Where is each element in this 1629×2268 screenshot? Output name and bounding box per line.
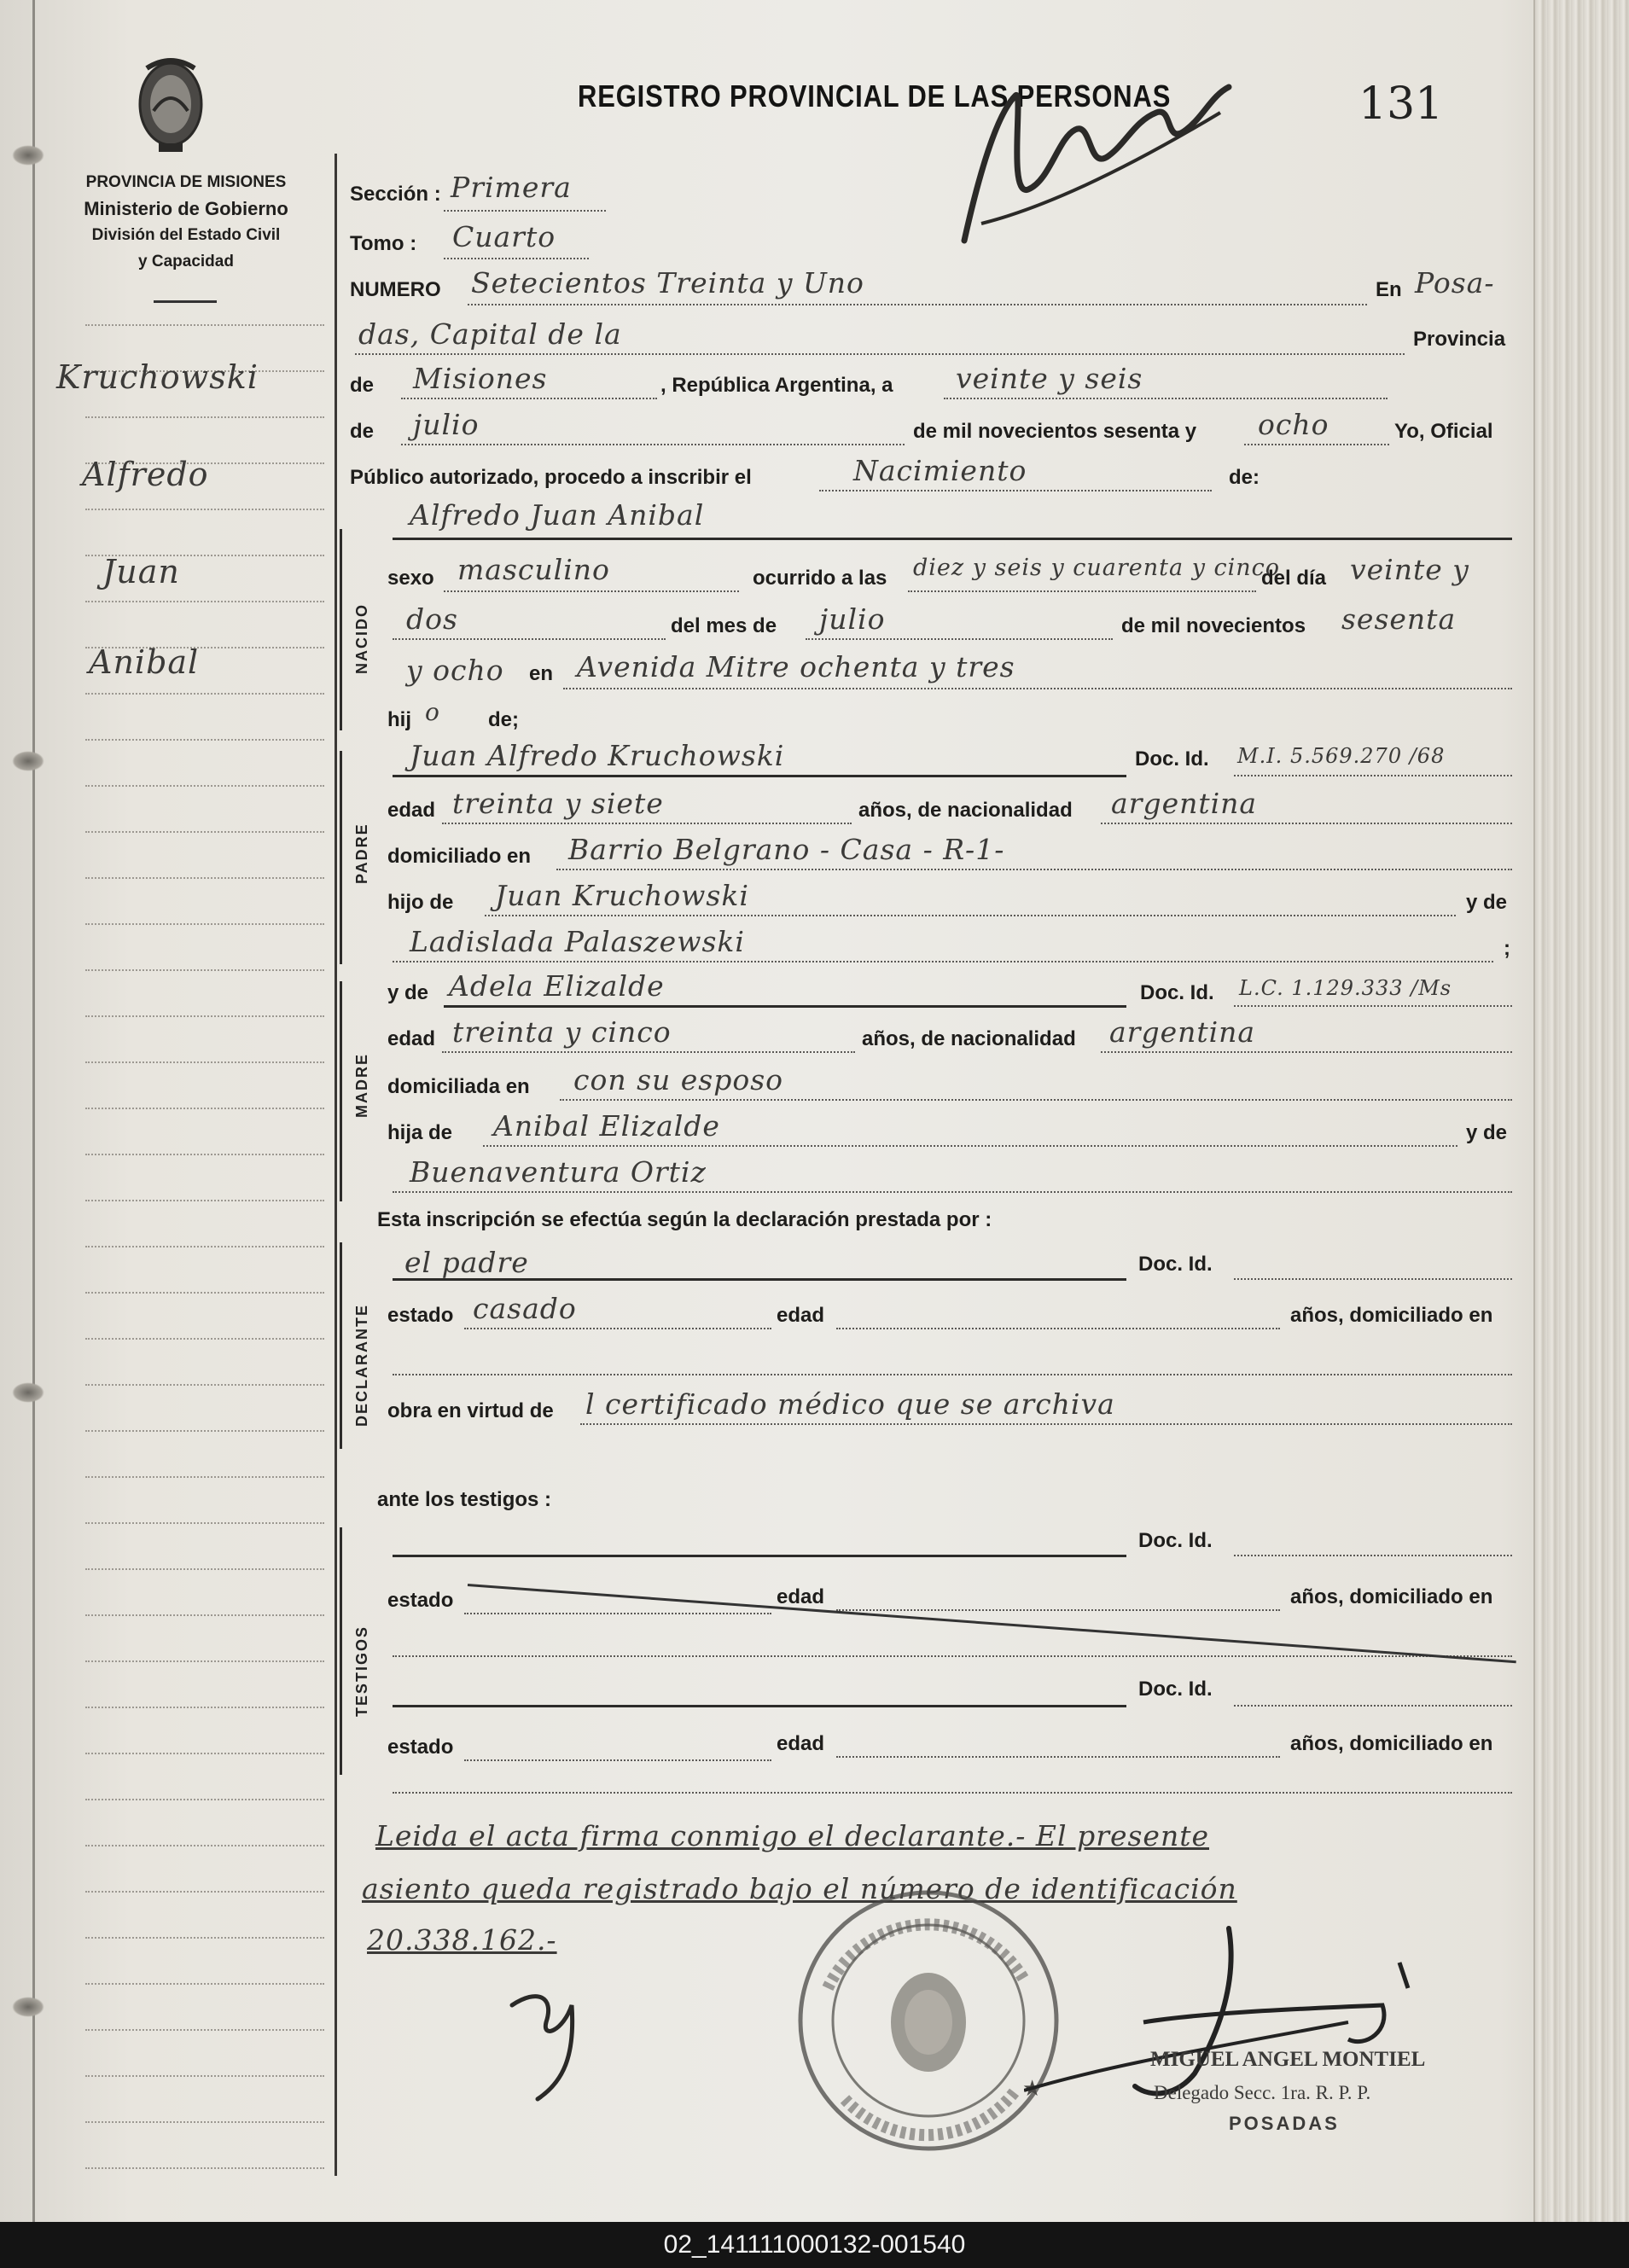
madre-yde2-label: y de — [1466, 1121, 1508, 1144]
testigo1-edad-line — [836, 1609, 1280, 1611]
margin-rule-line — [85, 1061, 324, 1063]
testigo1-estado-line — [464, 1613, 771, 1614]
cierre-linea-1: Leida el acta firma conmigo el declarante.- El presente — [375, 1819, 1210, 1852]
office-division: División del Estado Civil — [91, 226, 281, 244]
madre-padre-line — [483, 1145, 1457, 1147]
declarante-estado: casado — [473, 1292, 577, 1325]
margin-rule-line — [85, 831, 324, 833]
madre-nombre: Adela Elizalde — [449, 969, 665, 1003]
testigo1-doc-label: Doc. Id. — [1138, 1529, 1213, 1552]
padre-edad: treinta y siete — [452, 787, 664, 820]
margin-rule-line — [85, 1614, 324, 1616]
margin-rule-line — [85, 1660, 324, 1662]
nacido-nombre-line — [393, 538, 1512, 540]
margin-rule-line — [85, 2167, 324, 2169]
padre-domicilio: Barrio Belgrano - Casa - R-1- — [568, 833, 1005, 866]
registrar-signature-top — [947, 61, 1246, 283]
margin-surname: Kruchowski — [56, 358, 259, 396]
margin-name-1: Alfredo — [82, 456, 209, 493]
margin-rule-line — [85, 969, 324, 971]
padre-nacionalidad: argentina — [1111, 787, 1258, 820]
testigo1-estado-label: estado — [387, 1589, 454, 1612]
office-province: PROVINCIA DE MISIONES — [85, 173, 287, 191]
margin-rule-line — [85, 1338, 324, 1340]
margin-rule-line — [85, 1937, 324, 1939]
padre-doc-line — [1234, 775, 1512, 776]
testigo1-anios-label: años, domiciliado en — [1290, 1585, 1493, 1608]
padre-punto: ; — [1504, 937, 1510, 960]
declaracion-intro: Esta inscripción se efectúa según la declaración prestada por : — [377, 1208, 992, 1231]
testigo2-dom-line — [393, 1792, 1512, 1794]
margin-rule-line — [85, 693, 324, 695]
mes-line — [806, 638, 1113, 640]
margin-rule-line — [85, 1384, 324, 1386]
lugar-value: Avenida Mitre ochenta y tres — [577, 650, 1015, 683]
testigo1-nombre-line — [393, 1555, 1126, 1557]
margin-column — [34, 0, 335, 2222]
testigo2-anios-label: años, domiciliado en — [1290, 1732, 1493, 1755]
madre-madre-line — [393, 1191, 1512, 1193]
testigo2-edad-label: edad — [777, 1732, 825, 1755]
seccion-value: Primera — [451, 171, 572, 204]
declarante-doc-label: Doc. Id. — [1138, 1253, 1213, 1276]
margin-rule-line — [85, 1707, 324, 1708]
testigo1-doc-line — [1234, 1555, 1512, 1556]
seccion-label: Sección : — [350, 183, 441, 206]
dia-value-2: dos — [406, 602, 458, 636]
hijo-suffix: o — [425, 698, 440, 726]
padre-hijo-label: hijo de — [387, 891, 454, 914]
margin-rule-line — [85, 324, 324, 326]
file-id-bar — [0, 2222, 1629, 2268]
place-continued: das, Capital de la — [358, 317, 622, 351]
padre-nac-label: años, de nacionalidad — [858, 799, 1073, 822]
margin-rule-line — [85, 1108, 324, 1109]
mes-value: julio — [413, 408, 480, 441]
margin-rule-line — [85, 785, 324, 787]
acto-value: Nacimiento — [853, 454, 1027, 487]
sexo-line — [444, 590, 739, 592]
madre-dom-label: domiciliada en — [387, 1075, 530, 1098]
margin-rule-line — [85, 601, 324, 602]
margin-rule-line — [85, 739, 324, 741]
hijo-label: hij — [387, 708, 411, 731]
place-line — [355, 353, 1405, 355]
tomo-value: Cuarto — [452, 220, 556, 253]
padre-dom-line — [556, 869, 1512, 870]
en-label: En — [1376, 278, 1402, 301]
testigo2-doc-label: Doc. Id. — [1138, 1678, 1213, 1701]
anio-value-2: y ocho — [406, 654, 504, 687]
margin-rule-line — [85, 1891, 324, 1893]
padre-padre-de: Juan Kruchowski — [495, 879, 749, 912]
anio-label-n: de mil novecientos — [1121, 614, 1306, 637]
mes-label: del mes de — [671, 614, 777, 637]
testigo2-edad-line — [836, 1756, 1280, 1758]
margin-rule-line — [85, 2121, 324, 2123]
dia-line — [393, 638, 666, 640]
padre-edad-line — [442, 823, 852, 824]
testigos-intro: ante los testigos : — [377, 1488, 552, 1511]
margin-rule-line — [85, 1015, 324, 1017]
padre-doc-label: Doc. Id. — [1135, 747, 1209, 771]
padre-nombre-line — [393, 775, 1126, 777]
coat-of-arms-emblem — [128, 51, 213, 162]
provincia-label: Provincia — [1413, 328, 1506, 351]
padre-madre-de: Ladislada Palaszewski — [410, 925, 745, 958]
padre-yde-label: y de — [1466, 891, 1508, 914]
padre-nac-line — [1101, 823, 1512, 824]
dia-value-1: veinte y — [1350, 553, 1469, 586]
anio-line — [1244, 444, 1389, 445]
obra-label: obra en virtud de — [387, 1399, 554, 1422]
hora-line — [908, 590, 1256, 592]
dia-line — [944, 398, 1388, 399]
margin-rule-line — [85, 1983, 324, 1985]
madre-nacionalidad: argentina — [1109, 1015, 1256, 1049]
oficial-label: Yo, Oficial — [1394, 420, 1493, 443]
margin-name-3: Anibal — [89, 643, 200, 681]
declarante-doc-line — [1234, 1278, 1512, 1280]
padre-padre-line — [485, 915, 1456, 916]
de2-label: de — [350, 420, 375, 443]
madre-edad: treinta y cinco — [452, 1015, 672, 1049]
issuing-office — [38, 169, 335, 275]
acto-line — [819, 490, 1212, 491]
madre-dom-line — [560, 1099, 1512, 1101]
margin-rule-line — [85, 1200, 324, 1201]
madre-hija-label: hija de — [387, 1121, 453, 1144]
nacido-section-label: NACIDO — [353, 603, 370, 674]
margin-rule-line — [85, 1753, 324, 1754]
sexo-value: masculino — [457, 553, 610, 586]
office-capacity: y Capacidad — [138, 253, 234, 270]
margin-rule-line — [85, 1799, 324, 1800]
anio-label: de mil novecientos sesenta y — [913, 420, 1197, 443]
de-label: de — [350, 374, 375, 397]
margin-rule-line — [85, 1246, 324, 1247]
padre-madre-line — [393, 961, 1493, 962]
mes-value: julio — [819, 602, 886, 636]
tomo-line — [444, 258, 589, 259]
anio-value-1: sesenta — [1341, 602, 1457, 636]
mes-line — [401, 444, 905, 445]
column-divider — [335, 154, 337, 2176]
margin-rule-line — [85, 1154, 324, 1155]
padre-dom-label: domiciliado en — [387, 845, 532, 868]
numero-label: NUMERO — [350, 278, 441, 301]
dia-value: veinte y seis — [956, 362, 1143, 395]
madre-doc: L.C. 1.129.333 /Ms — [1239, 976, 1452, 1000]
testigo2-estado-label: estado — [387, 1736, 454, 1759]
madre-madre-de: Buenaventura Ortiz — [410, 1155, 707, 1189]
margin-rule-line — [85, 2029, 324, 2031]
office-ministry: Ministerio de Gobierno — [84, 198, 288, 219]
margin-rule-line — [85, 1522, 324, 1524]
margin-rule-line — [85, 509, 324, 510]
declarante-edad-line — [836, 1328, 1280, 1329]
official-name: MIGUEL ANGEL MONTIEL — [1150, 2048, 1426, 2071]
numero-value: Setecientos Treinta y Uno — [471, 266, 864, 299]
margin-rule-line — [85, 1476, 324, 1478]
margin-rule-line — [85, 1292, 324, 1294]
ocurrido-label: ocurrido a las — [753, 567, 887, 590]
margin-rule-line — [85, 1430, 324, 1432]
anio-value: ocho — [1258, 408, 1329, 441]
sexo-label: sexo — [387, 567, 434, 590]
declarante-section-label: DECLARANTE — [353, 1304, 370, 1427]
page-stack-edge — [1533, 0, 1629, 2222]
padre-doc: M.I. 5.569.270 /68 — [1237, 744, 1446, 768]
obra-value: l certificado médico que se archiva — [585, 1387, 1115, 1421]
de-label-n: de; — [488, 708, 519, 731]
madre-nombre-line — [444, 1005, 1126, 1008]
testigo2-estado-line — [464, 1759, 771, 1761]
margin-rule-line — [85, 416, 324, 418]
de3-label: de: — [1229, 466, 1260, 489]
padre-edad-label: edad — [387, 799, 436, 822]
en-label-n: en — [529, 662, 554, 685]
declarante-anios-label: años, domiciliado en — [1290, 1304, 1493, 1327]
seccion-line — [444, 210, 606, 212]
madre-nac-label: años, de nacionalidad — [862, 1027, 1076, 1050]
republica-label: , República Argentina, a — [660, 374, 893, 397]
padre-nombre: Juan Alfredo Kruchowski — [410, 739, 785, 772]
declarante-nombre: el padre — [404, 1246, 529, 1279]
numero-line — [468, 304, 1367, 305]
provincia-line — [401, 398, 657, 399]
testigos-section-label: TESTIGOS — [353, 1625, 370, 1717]
testigo1-dom-line — [393, 1655, 1512, 1657]
madre-domicilio: con su esposo — [573, 1063, 784, 1096]
official-round-stamp — [794, 1886, 1063, 2155]
madre-yde-label: y de — [387, 981, 429, 1004]
folio-number: 131 — [1358, 79, 1444, 130]
en-value: Posa- — [1415, 266, 1495, 299]
madre-doc-line — [1234, 1005, 1512, 1007]
margin-rule-line — [85, 1568, 324, 1570]
madre-edad-label: edad — [387, 1027, 436, 1050]
madre-section-label: MADRE — [353, 1053, 370, 1118]
testigo2-doc-line — [1234, 1705, 1512, 1707]
madre-edad-line — [442, 1051, 855, 1053]
hora-value: diez y seis y cuarenta y cinco — [913, 555, 1281, 581]
official-title: Delegado Secc. 1ra. R. P. P. — [1154, 2082, 1371, 2103]
padre-section-label: PADRE — [353, 823, 370, 884]
margin-rule-line — [85, 923, 324, 925]
nacido-nombre: Alfredo Juan Anibal — [410, 498, 705, 532]
declarante-nombre-line — [393, 1278, 1126, 1281]
margin-rule-line — [85, 877, 324, 879]
declarante-edad-label: edad — [777, 1304, 825, 1327]
declarante-estado-label: estado — [387, 1304, 454, 1327]
margin-rule-line — [85, 2075, 324, 2077]
lugar-line — [563, 688, 1512, 689]
testigo1-edad-label: edad — [777, 1585, 825, 1608]
madre-nac-line — [1101, 1051, 1512, 1053]
margin-name-2: Juan — [102, 553, 180, 590]
declarante-estado-line — [464, 1328, 771, 1329]
declarante-dom-line — [393, 1374, 1512, 1375]
tomo-label: Tomo : — [350, 232, 417, 255]
file-id: 02_141111000132-001540 — [663, 2230, 966, 2259]
svg-text:★: ★ — [1022, 2075, 1043, 2101]
declarant-signature — [503, 1971, 606, 2108]
madre-padre-de: Anibal Elizalde — [493, 1109, 720, 1143]
cierre-linea-2: asiento queda registrado bajo el número de identificación — [362, 1872, 1237, 1905]
margin-rule-line — [85, 1845, 324, 1846]
publico-label: Público autorizado, procedo a inscribir el — [350, 466, 752, 489]
page-title: REGISTRO PROVINCIAL DE LAS PERSONAS — [578, 79, 1172, 113]
del-dia-label: del día — [1261, 567, 1327, 590]
official-city: POSADAS — [1229, 2113, 1340, 2134]
provincia-value: Misiones — [413, 362, 548, 395]
testigo2-nombre-line — [393, 1705, 1126, 1707]
office-underline — [154, 300, 217, 303]
obra-line — [580, 1423, 1512, 1425]
madre-doc-label: Doc. Id. — [1140, 981, 1214, 1004]
cierre-linea-3: 20.338.162.- — [367, 1923, 557, 1957]
